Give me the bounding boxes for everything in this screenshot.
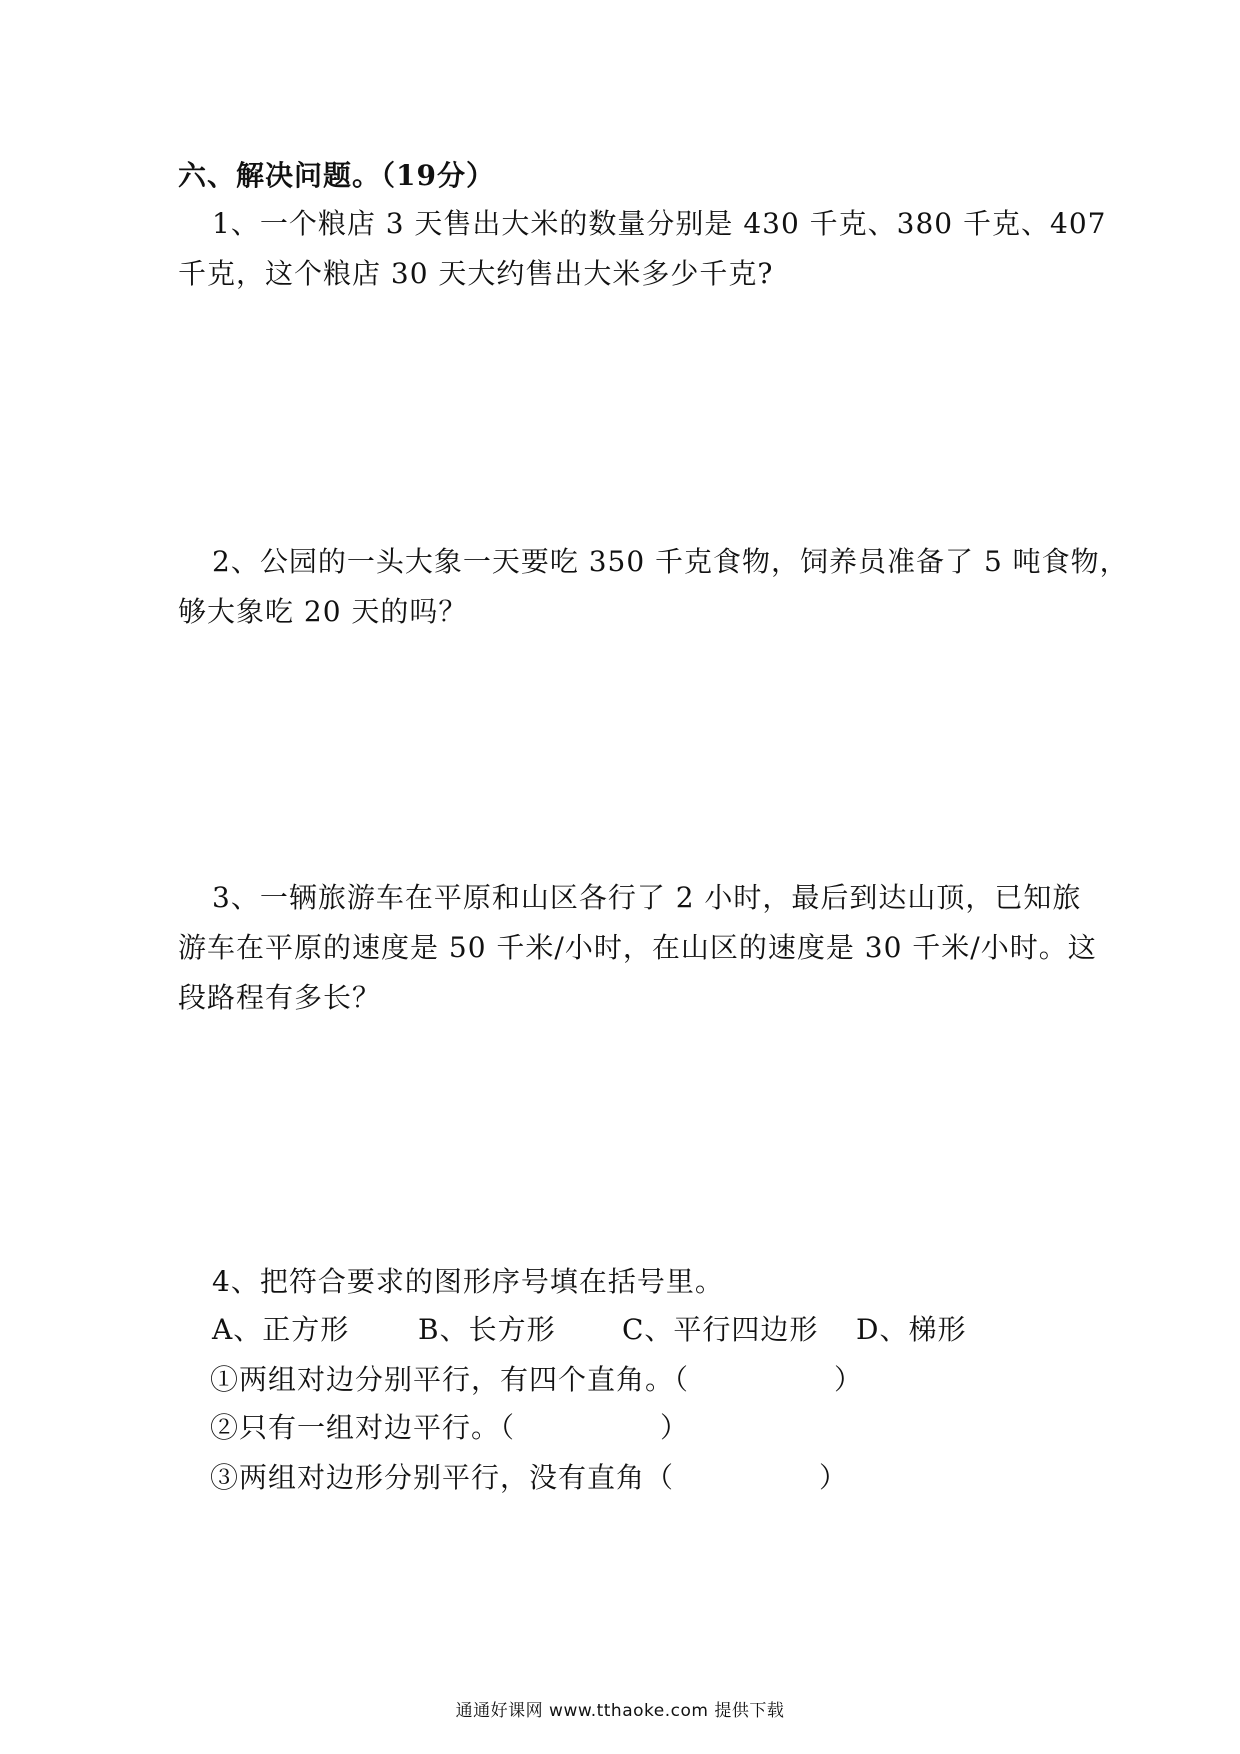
option-a: A、正方形 — [212, 1313, 350, 1346]
question-1-line-2: 千克，这个粮店 30 天大约售出大米多少千克? — [178, 257, 774, 290]
section-heading: 六、解决问题。（19分） — [178, 159, 495, 192]
question-4-item-1: ①两组对边分别平行，有四个直角。（ ） — [210, 1363, 864, 1396]
question-2-line-1: 2、公园的一头大象一天要吃 350 千克食物，饲养员准备了 5 吨食物， — [212, 545, 1129, 578]
question-4-title: 4、把符合要求的图形序号填在括号里。 — [212, 1265, 724, 1298]
option-c: C、平行四边形 — [622, 1313, 819, 1346]
question-3-line-2: 游车在平原的速度是 50 千米/小时，在山区的速度是 30 千米/小时。这 — [178, 931, 1097, 964]
footer-credit: 通通好课网 www.tthaoke.com 提供下载 — [455, 1701, 785, 1721]
option-b: B、长方形 — [418, 1313, 556, 1346]
question-3-line-1: 3、一辆旅游车在平原和山区各行了 2 小时，最后到达山顶，已知旅 — [212, 881, 1082, 914]
question-1-line-1: 1、一个粮店 3 天售出大米的数量分别是 430 千克、380 千克、407 — [212, 207, 1107, 240]
option-d: D、梯形 — [856, 1313, 967, 1346]
question-4-item-3: ③两组对边形分别平行，没有直角（ ） — [210, 1461, 849, 1494]
question-4-item-2: ②只有一组对边平行。（ ） — [210, 1411, 690, 1444]
question-3-line-3: 段路程有多长？ — [178, 981, 382, 1014]
question-2-line-2: 够大象吃 20 天的吗？ — [178, 595, 468, 628]
